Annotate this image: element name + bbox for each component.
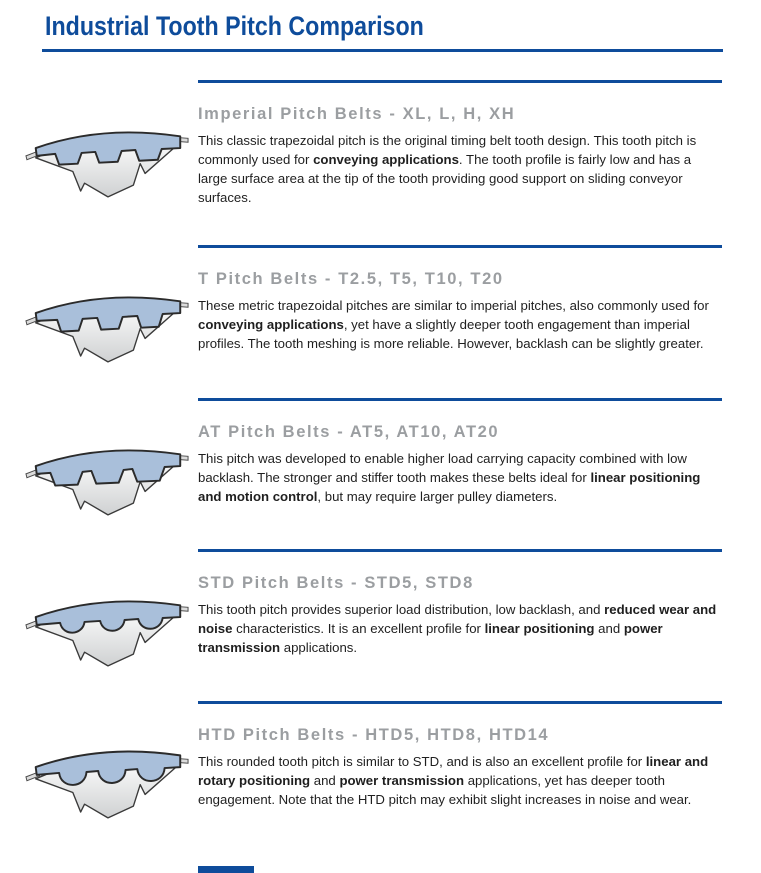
at-belt-illustration xyxy=(24,412,190,524)
belt-shape xyxy=(36,132,181,164)
section-divider xyxy=(198,701,722,704)
partial-divider xyxy=(198,866,254,873)
section-description: This pitch was developed to enable higher load carrying capacity combined with low backlash. The stronger and stiffer tooth makes these belts ideal for linear positioning and motion control, but may require larger pulley diameters. xyxy=(198,451,701,505)
std-belt-illustration xyxy=(24,563,190,675)
pitch-sections xyxy=(0,80,761,809)
section-heading: HTD Pitch Belts - HTD5, HTD8, HTD14 xyxy=(198,726,550,744)
section-divider xyxy=(198,245,722,248)
imperial-belt-illustration xyxy=(24,94,190,206)
section-heading: STD Pitch Belts - STD5, STD8 xyxy=(198,574,474,592)
section-std-pitch xyxy=(0,549,761,701)
section-description: This tooth pitch provides superior load distribution, low backlash, and reduced wear and noise characteristics. It is an excellent profile for linear positioning and power transmission applications. xyxy=(198,602,717,656)
section-t-pitch xyxy=(0,245,761,398)
section-htd-pitch xyxy=(0,701,761,809)
section-divider xyxy=(198,80,722,83)
section-heading: AT Pitch Belts - AT5, AT10, AT20 xyxy=(198,423,500,441)
page-title: Industrial Tooth Pitch Comparison xyxy=(45,11,424,41)
section-at-pitch xyxy=(0,398,761,549)
section-imperial-pitch xyxy=(0,80,761,245)
section-description: This rounded tooth pitch is similar to STD, and is also an excellent profile for linear and rotary positioning and power transmission applications, yet has deeper tooth engagement. Note that the HTD pitch may exhibit slight increases in noise and wear. xyxy=(198,754,709,808)
page-header xyxy=(0,0,761,52)
belt-shape xyxy=(36,450,181,485)
section-description: These metric trapezoidal pitches are similar to imperial pitches, also commonly used for conveying applications, yet have a slightly deeper tooth engagement than imperial profiles. The tooth meshing is more reliable. However, backlash can be slightly greater. xyxy=(198,298,709,352)
title-divider xyxy=(42,49,723,52)
section-divider xyxy=(198,549,722,552)
section-divider xyxy=(198,398,722,401)
section-heading: Imperial Pitch Belts - XL, L, H, XH xyxy=(198,105,516,123)
section-description: This classic trapezoidal pitch is the original timing belt tooth design. This tooth pitch is commonly used for conveying applications. The tooth profile is fairly low and has a large surface area at the tip of the tooth providing good support on sliding conveyor surfaces. xyxy=(198,133,697,206)
htd-belt-illustration xyxy=(24,715,190,827)
section-heading: T Pitch Belts - T2.5, T5, T10, T20 xyxy=(198,270,504,288)
t-belt-illustration xyxy=(24,259,190,371)
